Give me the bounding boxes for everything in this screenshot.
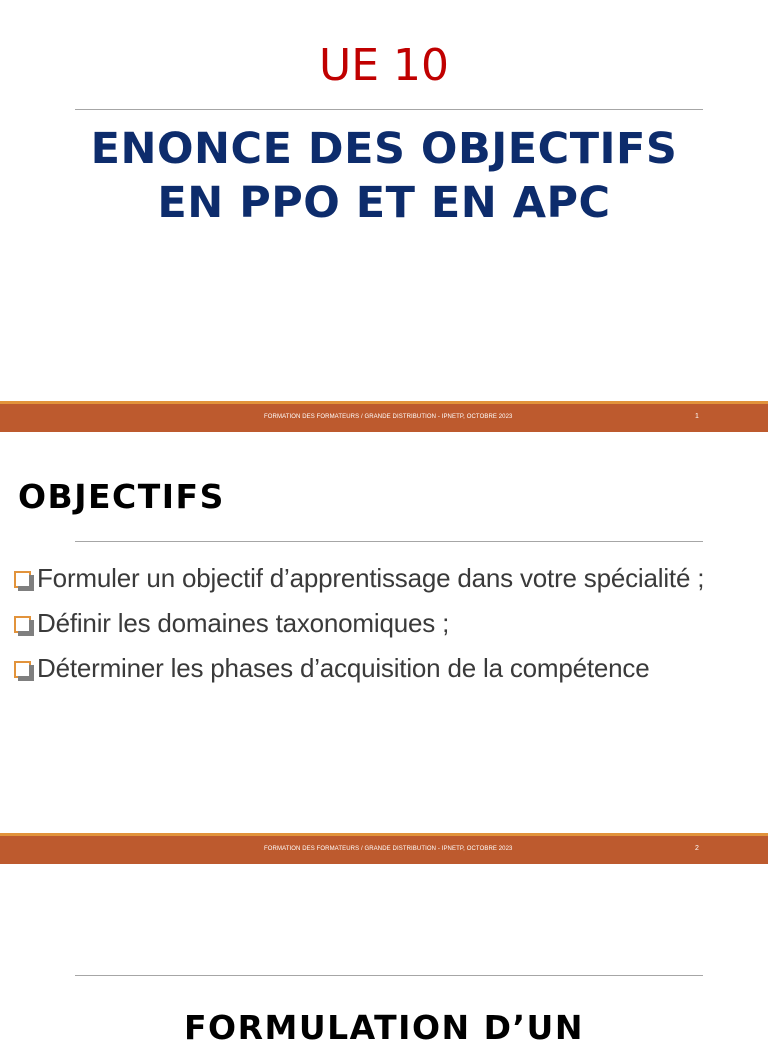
- checkbox-bullet-icon: [14, 661, 31, 678]
- footer-text: FORMATION DES FORMATEURS / GRANDE DISTRIBUTION - IPNETP, OCTOBRE 2023: [264, 414, 513, 420]
- list-item-text: Formuler un objectif d’apprentissage dans votre spécialité ;: [37, 563, 705, 593]
- page-number: 2: [695, 845, 699, 852]
- slide-title: OBJECTIFS: [18, 477, 225, 516]
- list-item: [14, 601, 704, 646]
- title-divider: [75, 975, 703, 976]
- objectives-list: [14, 556, 704, 691]
- checkbox-bullet-icon: [14, 571, 31, 588]
- slide-title: [0, 122, 768, 230]
- list-item: [14, 556, 704, 601]
- slide-title: FORMULATION D’UN: [184, 1008, 584, 1047]
- page-number: 1: [695, 413, 699, 420]
- slide-title-line-2: EN PPO ET EN APC: [157, 178, 611, 228]
- list-item-text: Définir les domaines taxonomiques ;: [37, 608, 450, 638]
- slide-2: [0, 432, 768, 865]
- slide-1: [0, 0, 768, 432]
- slide-title-line-1: ENONCE DES OBJECTIFS: [90, 124, 678, 174]
- slide-subtitle: UE 10: [319, 40, 449, 91]
- footer-stripe: [0, 833, 768, 836]
- checkbox-bullet-icon: [14, 616, 31, 633]
- footer-stripe: [0, 401, 768, 404]
- list-item: [14, 646, 704, 691]
- slide-3: [0, 865, 768, 1047]
- title-divider: [75, 109, 703, 110]
- slide-footer: [0, 401, 768, 432]
- footer-text: FORMATION DES FORMATEURS / GRANDE DISTRIBUTION - IPNETP, OCTOBRE 2023: [264, 846, 513, 852]
- slide-footer: [0, 833, 768, 864]
- title-divider: [75, 541, 703, 542]
- list-item-text: Déterminer les phases d’acquisition de la compétence: [37, 653, 650, 683]
